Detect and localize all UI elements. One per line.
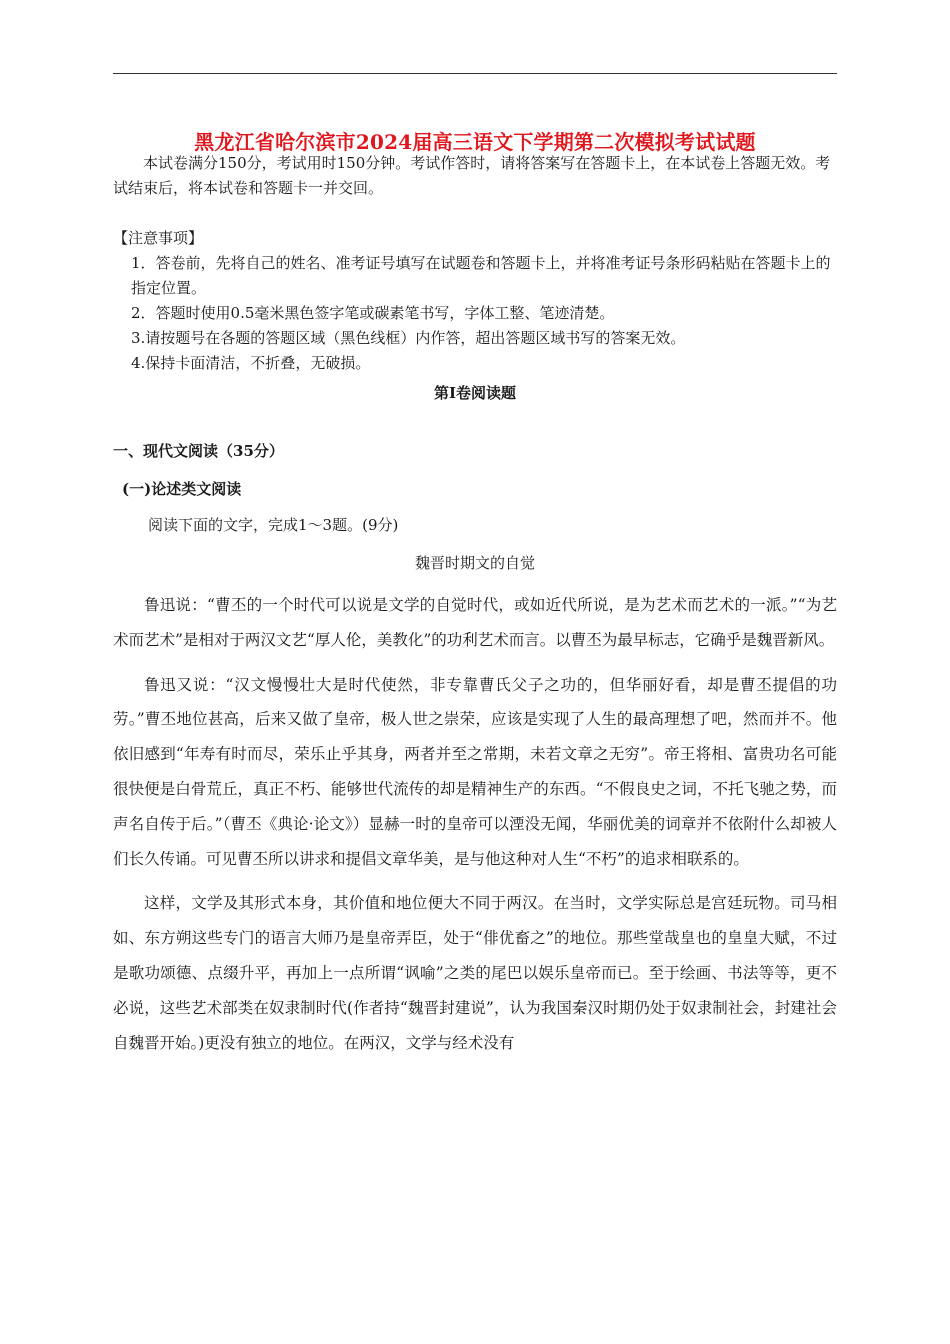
article-paragraph: 鲁迅说：“曹丕的一个时代可以说是文学的自觉时代，或如近代所说，是为艺术而艺术的一派。”“为艺术而艺术”是相对于两汉文艺“厚人伦，美教化”的功利艺术而言。以曹丕为最早标志，它确乎是魏晋新风。	[113, 596, 837, 649]
article-title: 魏晋时期文的自觉	[414, 554, 535, 572]
notice-item: 1．答卷前，先将自己的姓名、准考证号填写在试题卷和答题卡上，并将准考证号条形码粘贴在答题卡上的指定位置。	[131, 254, 831, 297]
subsection-title: (一)论述类文阅读	[122, 480, 242, 498]
top-rule	[113, 73, 837, 74]
notices-heading: 【注意事项】	[113, 229, 204, 247]
article-body	[113, 588, 837, 1070]
notice-item: 2．答题时使用0.5毫米黑色签字笔或碳素笔书写，字体工整、笔迹清楚。	[131, 304, 615, 322]
article-paragraph: 鲁迅又说：“汉文慢慢壮大是时代使然，非专靠曹氏父子之功的，但华丽好看，却是曹丕提倡的功劳。”曹丕地位甚高，后来又做了皇帝，极人世之崇荣，应该是实现了人生的最高理想了吧，然而并不。他依旧感到“年寿有时而尽，荣乐止乎其身，两者并至之常期，未若文章之无穷”。帝王将相、富贵功名可能很快便是白骨荒丘，真正不朽、能够世代流传的却是精神生产的东西。“不假良史之词，不托飞驰之势，而声名自传于后。”（曹丕《典论·论文》）显赫一时的皇帝可以湮没无闻，华丽优美的词章并不依附什么却被人们长久传诵。可见曹丕所以讲求和提倡文章华美，是与他这种对人生“不朽”的追求相联系的。	[113, 675, 837, 868]
question-instruction: 阅读下面的文字，完成1～3题。(9分)	[148, 516, 399, 534]
article-paragraph: 这样，文学及其形式本身，其价值和地位便大不同于两汉。在当时，文学实际总是宫廷玩物。司马相如、东方朔这些专门的语言大师乃是皇帝弄臣，处于“俳优畜之”的地位。那些堂哉皇也的皇皇大赋，不过是歌功颂德、点缀升平，再加上一点所谓“讽喻”之类的尾巴以娱乐皇帝而已。至于绘画、书法等等，更不必说，这些艺术部类在奴隶制时代(作者持“魏晋封建说”，认为我国秦汉时期仍处于奴隶制社会，封建社会自魏晋开始。)更没有独立的地位。在两汉，文学与经术没有	[113, 894, 837, 1052]
intro-paragraph: 本试卷满分150分，考试用时150分钟。考试作答时，请将答案写在答题卡上，在本试卷上答题无效。考试结束后，将本试卷和答题卡一并交回。	[113, 154, 831, 197]
part-title: 第Ⅰ卷阅读题	[433, 384, 517, 402]
section-title: 一、现代文阅读（35分）	[113, 442, 284, 460]
notice-item: 4.保持卡面清洁，不折叠，无破损。	[131, 354, 371, 372]
notice-item: 3.请按题号在各题的答题区域（黑色线框）内作答，超出答题区域书写的答案无效。	[131, 329, 686, 347]
document-title: 黑龙江省哈尔滨市2024届高三语文下学期第二次模拟考试试题	[194, 130, 756, 154]
notices	[113, 226, 837, 376]
